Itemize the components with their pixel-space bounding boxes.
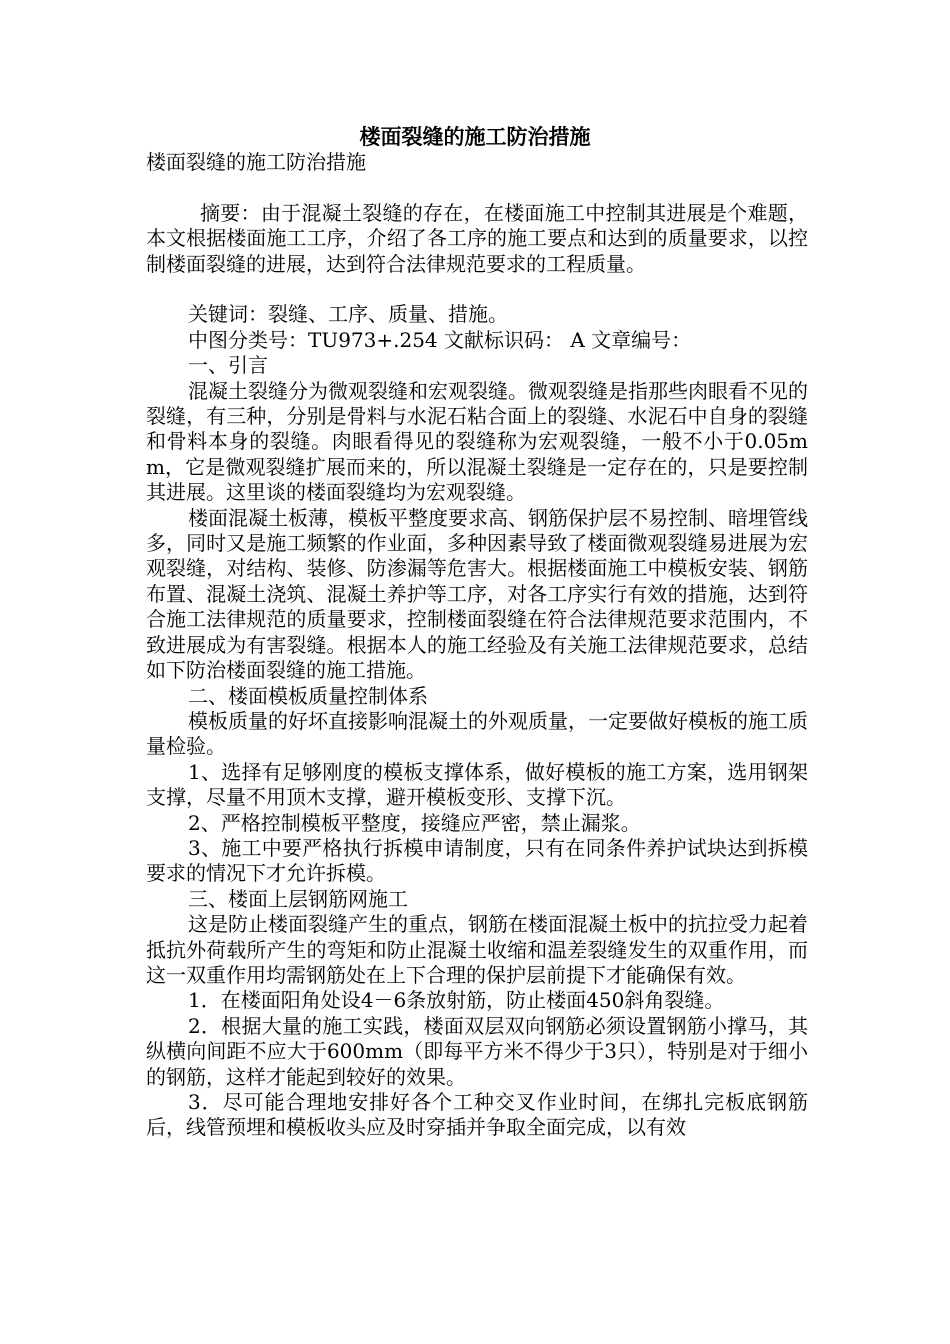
paragraph: 这是防止楼面裂缝产生的重点，钢筋在楼面混凝土板中的抗拉受力起着抵抗外荷载所产生的弯矩和防止混凝土收缩和温差裂缝发生的双重作用，而这一双重作用均需钢筋处在上下合理的保护层前提下才能确保有效。	[146, 912, 808, 987]
paragraph-spacer	[146, 175, 808, 200]
paragraph: 摘要：由于混凝土裂缝的存在，在楼面施工中控制其进展是个难题，本文根据楼面施工工序，介绍了各工序的施工要点和达到的质量要求，以控制楼面裂缝的进展，达到符合法律规范要求的工程质量。	[146, 200, 808, 276]
paragraph: 2、严格控制模板平整度，接缝应严密，禁止漏浆。	[188, 810, 641, 835]
paragraph: 混凝土裂缝分为微观裂缝和宏观裂缝。微观裂缝是指那些肉眼看不见的裂缝，有三种，分别是骨料与水泥石粘合面上的裂缝、水泥石中自身的裂缝和骨料本身的裂缝。肉眼看得见的裂缝称为宏观裂缝，一般不小于0.05mm，它是微观裂缝扩展而来的，所以混凝土裂缝是一定存在的，只是要控制其进展。这里谈的楼面裂缝均为宏观裂缝。	[146, 378, 808, 505]
paragraph: 3、施工中要严格执行拆模申请制度，只有在同条件养护试块达到拆模要求的情况下才允许拆模。	[146, 835, 808, 886]
paragraph: 2．根据大量的施工实践，楼面双层双向钢筋必须设置钢筋小撑马，其纵横向间距不应大于600mm（即每平方米不得少于3只），特别是对于细小的钢筋，这样才能起到较好的效果。	[146, 1013, 808, 1089]
document-body	[146, 150, 808, 1141]
paragraph: 楼面混凝土板薄，模板平整度要求高、钢筋保护层不易控制、暗埋管线多，同时又是施工频繁的作业面，多种因素导致了楼面微观裂缝易进展为宏观裂缝，对结构、装修、防渗漏等危害大。根据楼面施工中模板安装、钢筋布置、混凝土浇筑、混凝土养护等工序，对各工序实行有效的措施，达到符合施工法律规范的质量要求，控制楼面裂缝在符合法律规范要求范围内，不致进展成为有害裂缝。根据本人的施工经验及有关施工法律规范要求，总结如下防治楼面裂缝的施工措施。	[146, 505, 808, 683]
paragraph: 关键词：裂缝、工序、质量、措施。	[188, 302, 508, 327]
paragraph: 三、楼面上层钢筋网施工	[188, 886, 408, 911]
paragraph: 中图分类号：TU973+.254 文献标识码： A 文章编号：	[188, 327, 692, 352]
paragraph: 楼面裂缝的施工防治措施	[146, 150, 366, 174]
document-title: 楼面裂缝的施工防治措施	[359, 124, 591, 149]
paragraph: 二、楼面模板质量控制体系	[188, 683, 428, 708]
paragraph-spacer	[146, 277, 808, 302]
paragraph: 1．在楼面阳角处设4－6条放射筋，防止楼面450斜角裂缝。	[188, 988, 725, 1013]
paragraph: 模板质量的好坏直接影响混凝土的外观质量，一定要做好模板的施工质量检验。	[146, 708, 808, 759]
paragraph: 一、引言	[188, 353, 268, 378]
paragraph: 1、选择有足够刚度的模板支撑体系，做好模板的施工方案，选用钢架支撑，尽量不用顶木支撑，避开模板变形、支撑下沉。	[146, 759, 808, 810]
paragraph: 3．尽可能合理地安排好各个工种交叉作业时间，在绑扎完板底钢筋后，线管预埋和模板收头应及时穿插并争取全面完成，以有效	[146, 1090, 808, 1140]
